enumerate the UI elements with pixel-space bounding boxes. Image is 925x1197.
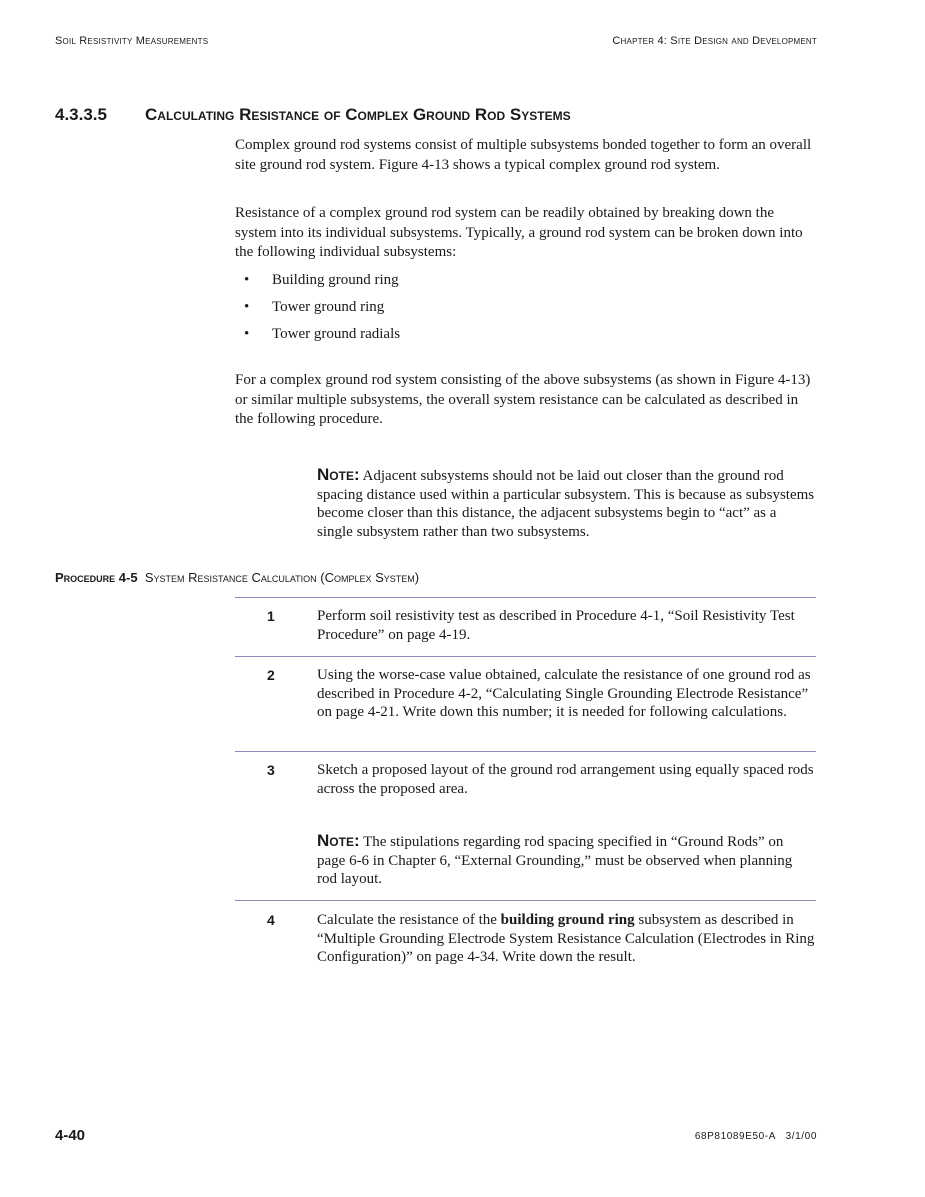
list-item — [235, 271, 815, 298]
list-item-text: Building ground ring — [272, 272, 399, 288]
procedure-label: Procedure 4-5 — [55, 570, 138, 585]
document-id: 68P81089E50-A 3/1/00 — [694, 1131, 817, 1142]
step-number: 3 — [267, 762, 275, 778]
step-text-emphasis: building ground ring — [500, 912, 635, 928]
note-text: The stipulations regarding rod spacing specified in “Ground Rods” on page 6-6 in Chapter 6, “External Grounding,” must be observed when planning rod layout. — [317, 834, 793, 887]
table-rule — [235, 597, 816, 598]
step-text: Using the worse-case value obtained, calculate the resistance of one ground rod as described in Procedure 4-2, “Calculating Single Grounding Electrode Resistance” on page 4-21. Write down this number; it is needed for following calculations. — [317, 667, 811, 720]
subsystem-list — [235, 271, 815, 352]
step-number: 4 — [267, 912, 275, 928]
running-header-right: Chapter 4: Site Design and Development — [612, 35, 817, 47]
procedure-name: System Resistance Calculation (Complex System) — [144, 570, 420, 585]
step-note — [317, 832, 815, 889]
list-item-text: Tower ground radials — [272, 326, 401, 342]
section-number: 4.3.3.5 — [55, 105, 107, 124]
running-header-left: Soil Resistivity Measurements — [55, 35, 209, 47]
list-item — [235, 325, 815, 352]
step-number: 1 — [267, 608, 275, 624]
table-rule — [235, 751, 816, 752]
step-text — [317, 911, 815, 967]
paragraph-intro: Complex ground rod systems consist of multiple subsystems bonded together to form an overall site ground rod system. Figure 4-13 shows a typical complex ground rod system. — [235, 137, 812, 173]
step-text: Perform soil resistivity test as described in Procedure 4-1, “Soil Resistivity Test Procedure” on page 4-19. — [317, 608, 795, 643]
paragraph-procedure-lead: For a complex ground rod system consisting of the above subsystems (as shown in Figure 4-13) or similar multiple subsystems, the overall system resistance can be calculated as described in the following procedure. — [235, 372, 811, 427]
note-label: Note: — [317, 831, 360, 850]
step-number: 2 — [267, 667, 275, 683]
procedure-title — [55, 570, 419, 585]
paragraph-breakdown: Resistance of a complex ground rod system can be readily obtained by breaking down the system into its individual subsystems. Typically, a ground rod system can be broken down into the following individual subsystems: — [235, 205, 803, 260]
table-rule — [235, 900, 816, 901]
step-text-part: subsystem as described in “Multiple Grounding Electrode System Resistance Calculation (Electrodes in Ring Configuration)” on page 4-34. Write down the result. — [317, 912, 815, 965]
note-text: Adjacent subsystems should not be laid out closer than the ground rod spacing distance used within a particular subsystem. This is because as subsystems become closer than this distance, the adjacent subsystems begin to “act” as a single subsystem rather than two subsystems. — [317, 468, 815, 540]
note-block — [317, 466, 815, 541]
note-label: Note: — [317, 465, 360, 484]
bullet-icon: • — [244, 272, 250, 288]
section-title: Calculating Resistance of Complex Ground Rod Systems — [145, 105, 571, 124]
step-text: Sketch a proposed layout of the ground rod arrangement using equally spaced rods across the proposed area. — [317, 762, 814, 797]
list-item — [235, 298, 815, 325]
page-number: 4-40 — [55, 1127, 86, 1144]
bullet-icon: • — [244, 326, 250, 342]
table-rule — [235, 656, 816, 657]
list-item-text: Tower ground ring — [272, 299, 385, 315]
step-text-part: Calculate the resistance of the — [317, 912, 501, 928]
bullet-icon: • — [244, 299, 250, 315]
